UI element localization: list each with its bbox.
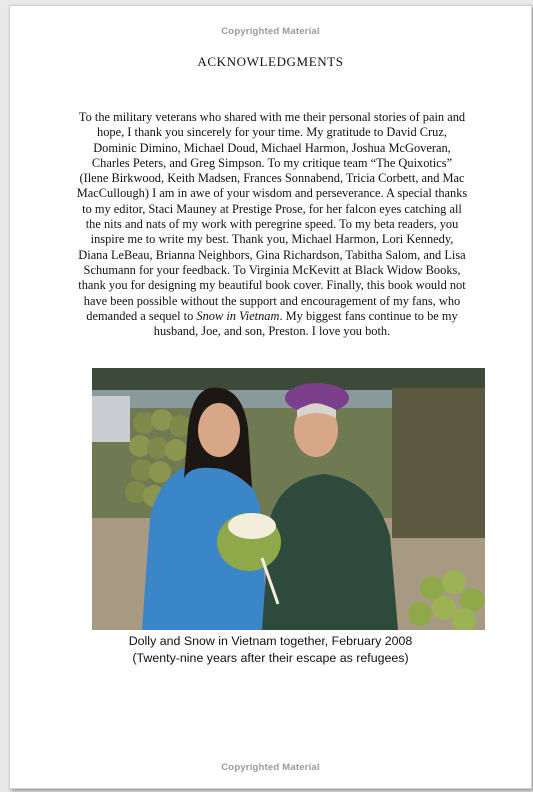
photo-illustration (92, 368, 485, 630)
paragraph-text-start: To the military veterans who shared with me their personal stories of pain and hope, I thank you sincerely for your time. My gratitude to David Cruz, Dominic Dimino, Michael Doud, Michael Harmon, Joshua McGoveran, Charles Peters, and Greg Simpson. To my critique team “The Quixotics” (Ilene Birkwood, Keith Madsen, Frances Sonnabend, Tricia Corbett, and Mac MacCullough) I am in awe of your wisdom and perseverance. A special thanks to my editor, Staci Mauney at Prestige Prose, for her falcon eyes catching all the nits and nats of my work with peregrine speed. To my beta readers, you inspire me to write my best. Thank you, Michael Harmon, Lori Kennedy, Diana LeBeau, Brianna Neighbors, Gina Richardson, Tabitha Salom, and Lisa Schumann for your feedback. To Virginia McKevitt at Black Widow Books, thank you for designing my beautiful book cover. Finally, this book would not have been possible without the support and encouragement of my fans, who demanded a sequel to (76, 110, 468, 323)
watermark-bottom: Copyrighted Material (221, 762, 320, 773)
right-stall (392, 388, 485, 538)
caption-line-1: Dolly and Snow in Vietnam together, February 2008 (128, 634, 413, 648)
acknowledgments-paragraph (76, 110, 468, 339)
page-title: ACKNOWLEDGMENTS (197, 54, 344, 69)
book-page (9, 5, 532, 789)
paragraph-text-end: . My biggest fans continue to be my husband, Joe, and son, Preston. I love you both. (153, 308, 458, 339)
caption-line-2: (Twenty-nine years after their escape as refugees) (132, 651, 409, 665)
parked-car (92, 396, 130, 442)
watermark-top: Copyrighted Material (221, 26, 320, 37)
awning (92, 368, 485, 390)
book-title: Snow in Vietnam (196, 308, 280, 323)
photo-caption (10, 633, 531, 667)
photo (92, 368, 485, 630)
